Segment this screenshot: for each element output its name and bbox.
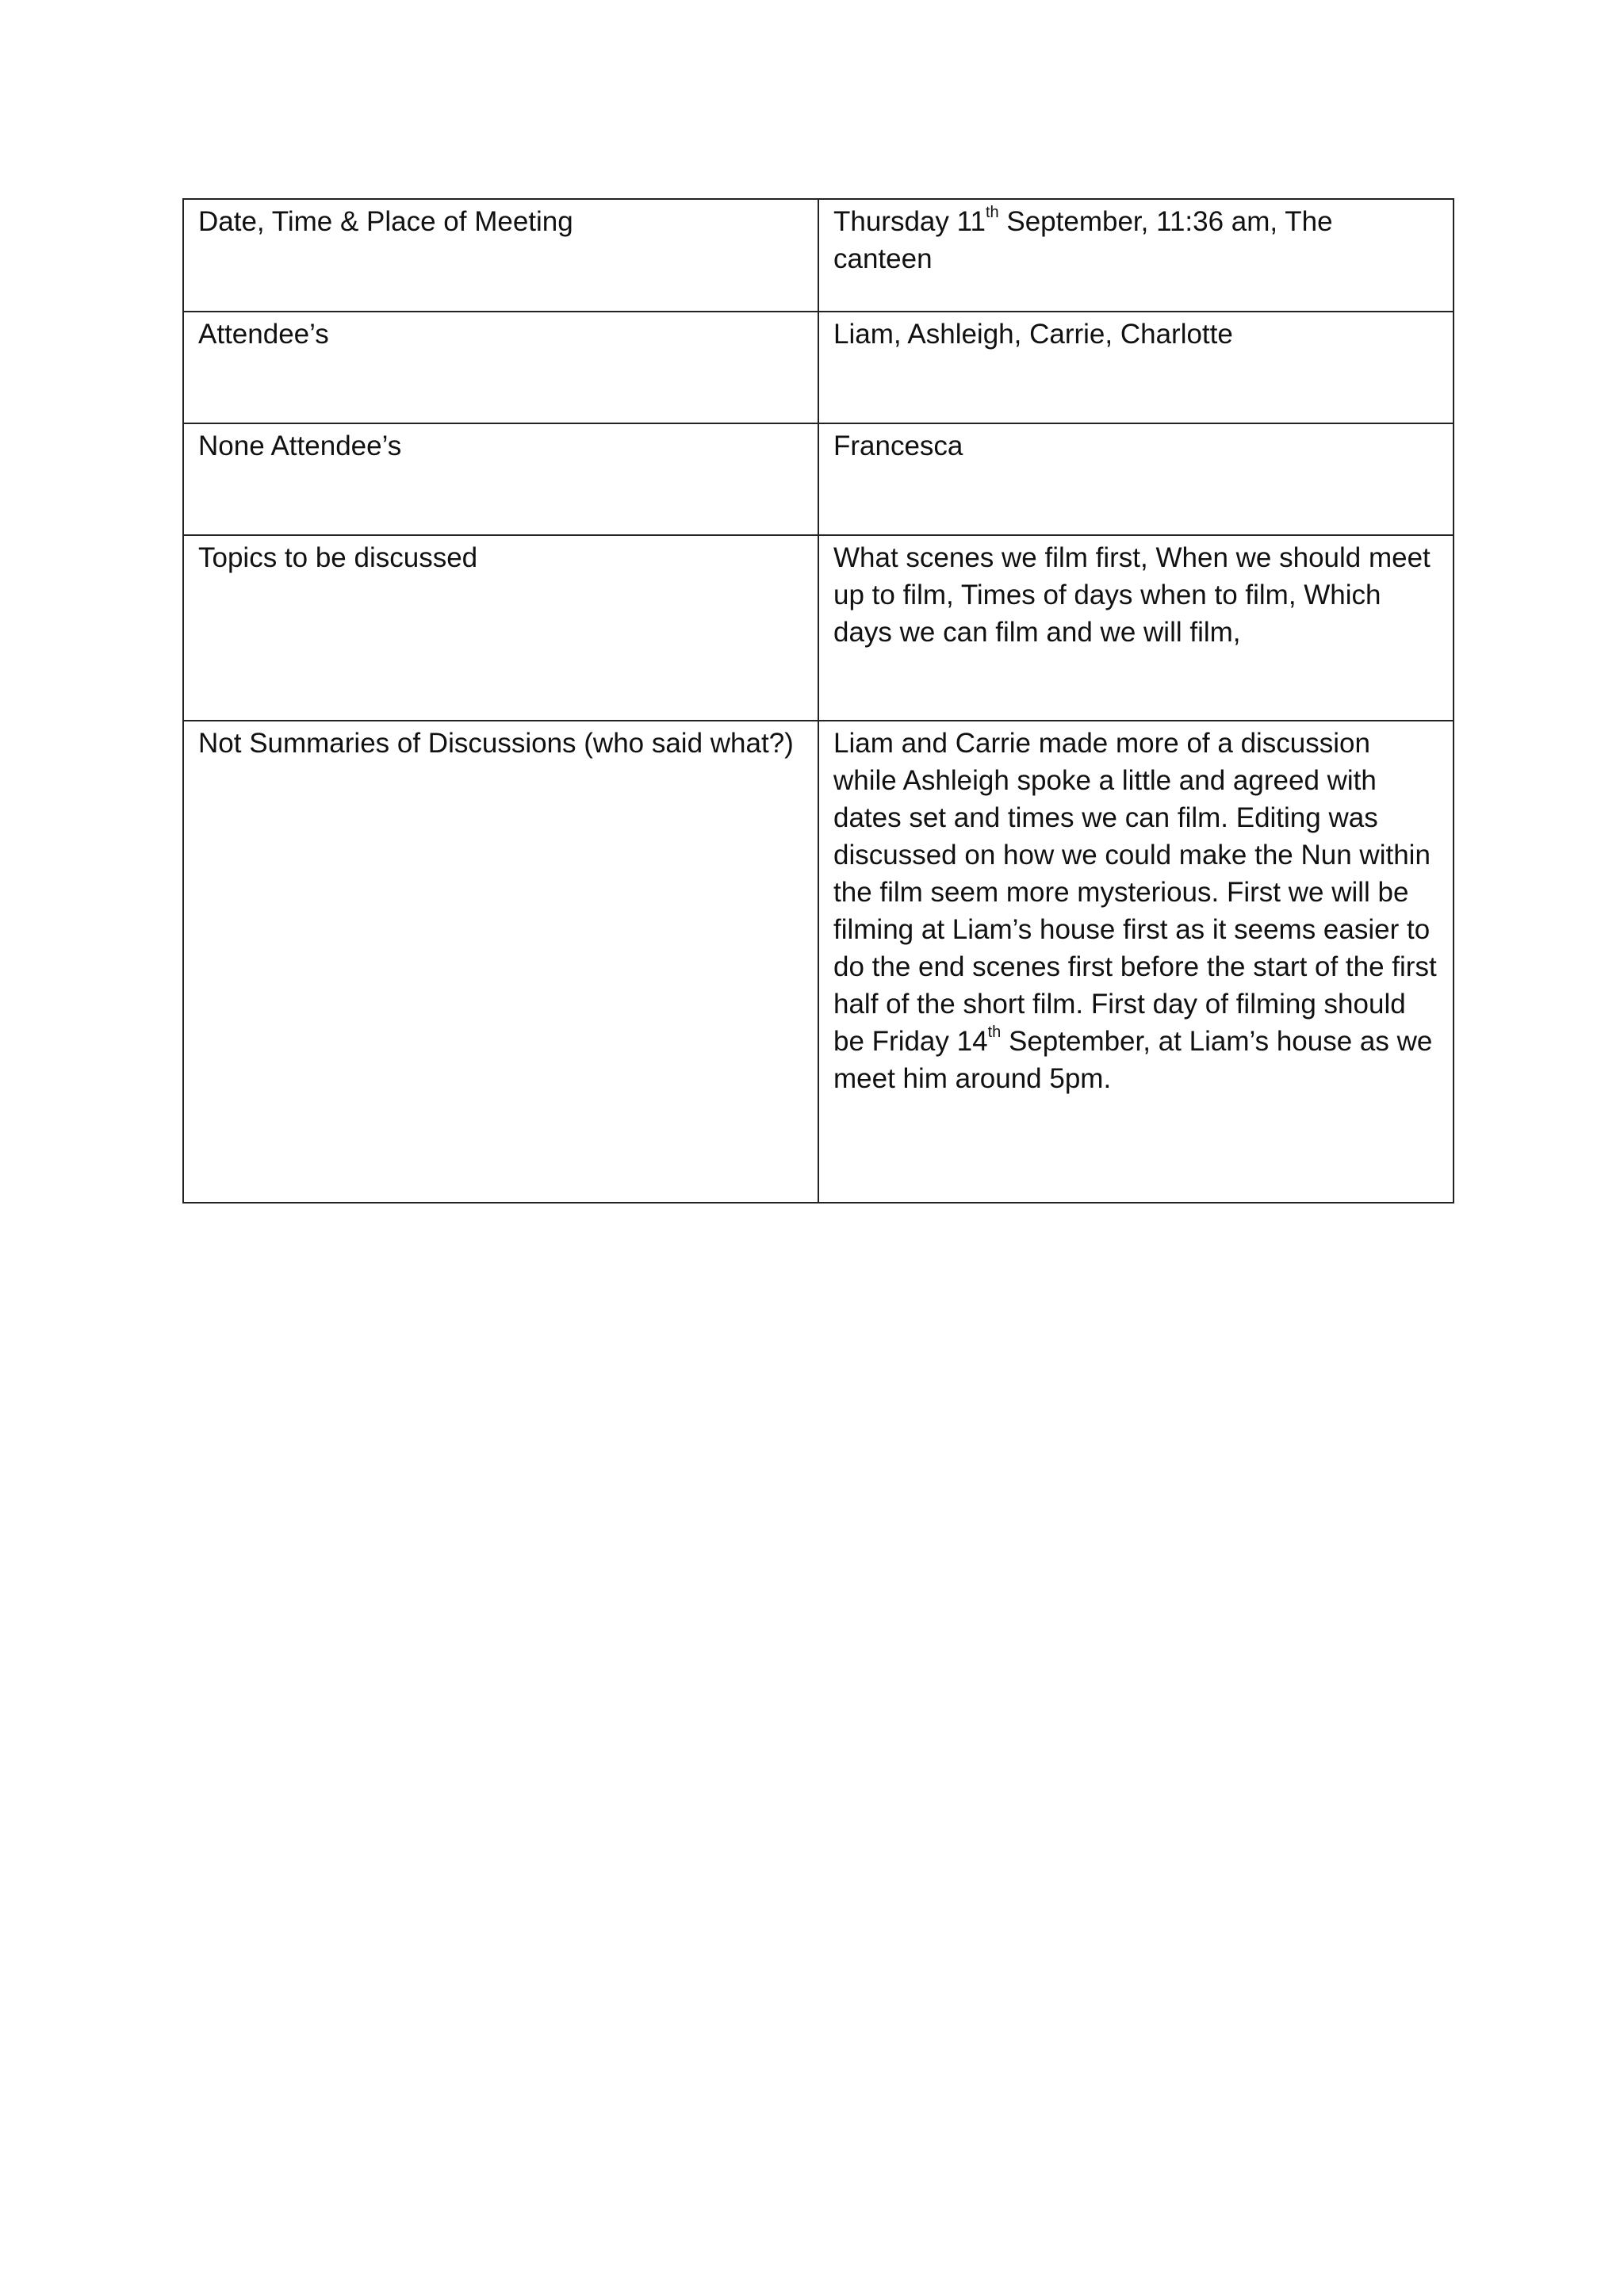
table-row-attendees: [183, 312, 1454, 423]
table-row-summaries: [183, 721, 1454, 1203]
date-time-place-text: Thursday 11: [833, 206, 986, 237]
ordinal-suffix: th: [987, 1024, 1002, 1042]
summaries-value: [818, 721, 1454, 1203]
meeting-minutes-table: [182, 198, 1454, 1203]
summaries-label: Not Summaries of Discussions (who said what?): [183, 721, 818, 1203]
date-time-place-label: Date, Time & Place of Meeting: [183, 199, 818, 312]
summaries-text: Liam and Carrie made more of a discussion while Ashleigh spoke a little and agreed with dates set and times we can film. Editing was discussed on how we could make the Nun within the film seem more mysterious. First we will be filming at Liam’s house first as it seems easier to do the end scenes first before the start of the first half of the short film. First day of filming should be Friday 14: [833, 728, 1437, 1057]
non-attendees-value: Francesca: [818, 423, 1454, 535]
table-row-non-attendees: [183, 423, 1454, 535]
summaries-text-rest: September, at Liam’s house as we meet him around 5pm.: [833, 1026, 1433, 1094]
table-row-topics: [183, 535, 1454, 721]
ordinal-suffix: th: [985, 204, 999, 222]
date-time-place-text-rest: September, 11:36 am, The canteen: [833, 206, 1333, 274]
date-time-place-value: [818, 199, 1454, 312]
non-attendees-label: None Attendee’s: [183, 423, 818, 535]
attendees-value: Liam, Ashleigh, Carrie, Charlotte: [818, 312, 1454, 423]
topics-label: Topics to be discussed: [183, 535, 818, 721]
attendees-label: Attendee’s: [183, 312, 818, 423]
table-row-date-time-place: [183, 199, 1454, 312]
topics-value: What scenes we film first, When we should meet up to film, Times of days when to film, Which days we can film and we will film,: [818, 535, 1454, 721]
